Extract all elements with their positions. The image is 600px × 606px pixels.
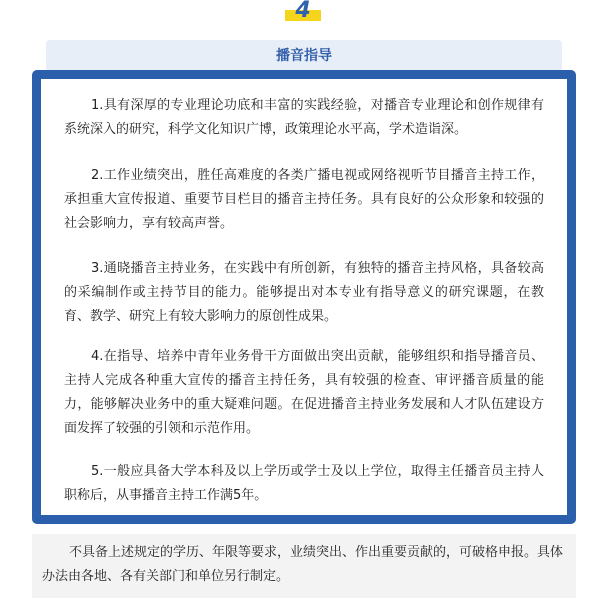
requirements-card [32,70,576,524]
section-title: 播音指导 [276,48,332,64]
requirement-3: 3.通晓播音主持业务，在实践中有所创新，有独特的播音主持风格，具备较高的采编制作或主持节目的能力。能够提出对本专业有指导意义的研究课题，在教育、教学、研究上有较大影响力的原创性成果。 [64,261,544,324]
requirement-1: 1.具有深厚的专业理论功底和丰富的实践经验，对播音专业理论和创作规律有系统深入的研究，科学文化知识广博，政策理论水平高，学术造诣深。 [64,98,544,137]
exception-note: 不具备上述规定的学历、年限等要求，业绩突出、作出重要贡献的，可破格申报。具体办法由各地、各有关部门和单位另行制定。 [42,545,564,584]
requirement-5: 5.一般应具备大学本科及以上学历或学士及以上学位，取得主任播音员主持人职称后，从事播音主持工作满5年。 [64,464,544,503]
requirements-content [41,79,567,515]
note-box [32,534,576,598]
section-number-badge [283,2,323,24]
requirement-4: 4.在指导、培养中青年业务骨干方面做出突出贡献，能够组织和指导播音员、主持人完成各种重大宣传的播音主持任务，具有较强的检查、审评播音质量的能力，能够解决业务中的重大疑难问题。在促进播音主持业务发展和人才队伍建设方面发挥了较强的引领和示范作用。 [64,349,544,436]
section-number: 4 [295,0,311,23]
requirement-2: 2.工作业绩突出，胜任高难度的各类广播电视或网络视听节目播音主持工作，承担重大宣传报道、重要节目栏目的播音主持任务。具有良好的公众形象和较强的社会影响力，享有较高声誉。 [64,168,544,231]
title-banner [46,40,562,72]
